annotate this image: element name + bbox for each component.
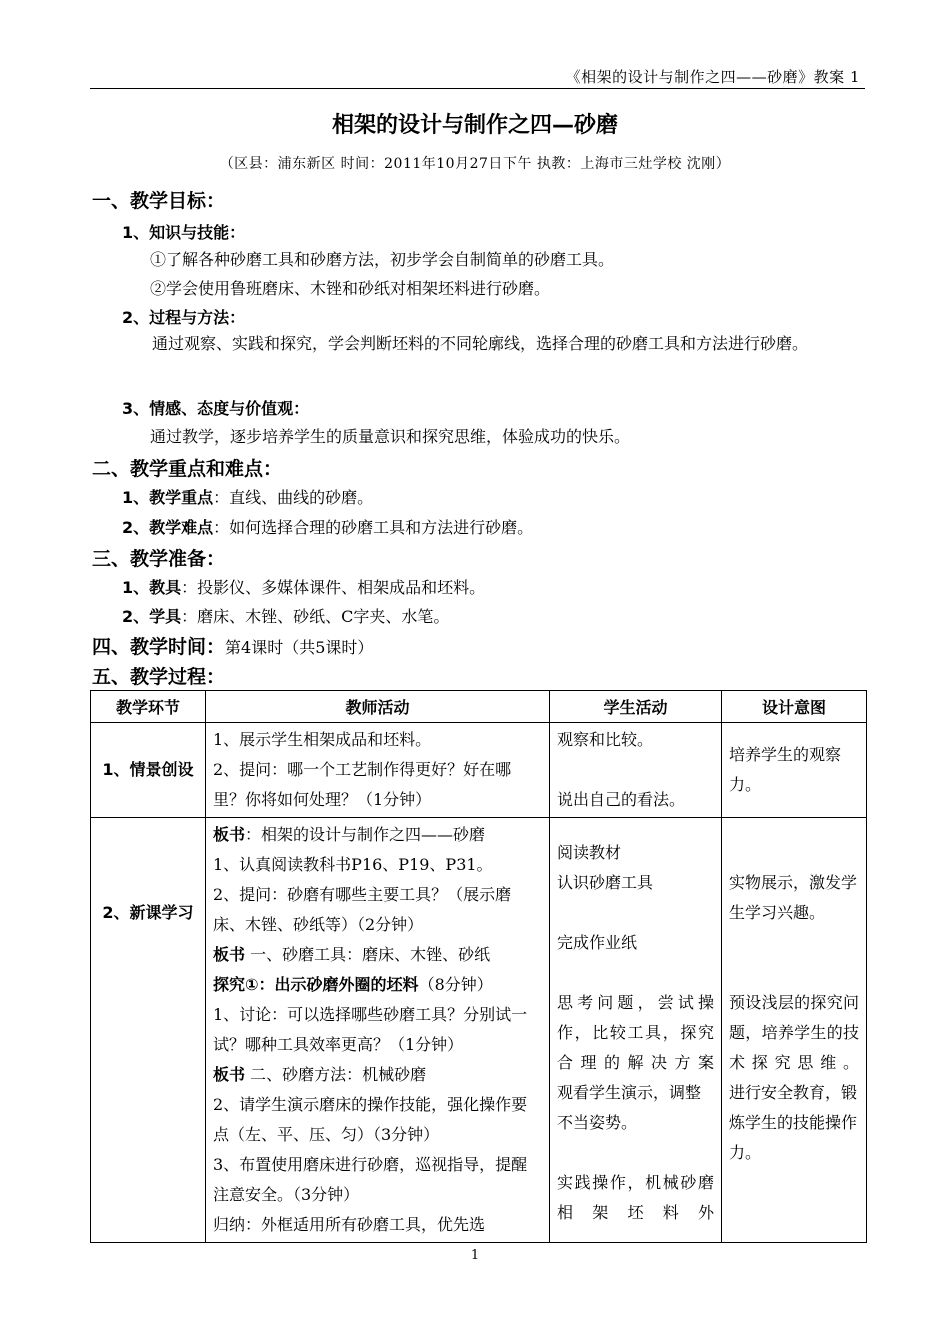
page-number: 1 xyxy=(470,1248,480,1263)
teacher-line: 1、认真阅读教科书P16、P19、P31。 xyxy=(213,855,493,874)
teacher-line: 1、展示学生相架成品和坯料。 xyxy=(213,730,432,749)
section-1-heading: 一、教学目标： xyxy=(92,190,226,212)
subsection-emotion-label: 3、情感、态度与价值观： xyxy=(122,399,310,418)
intent-line: 预设浅层的探究问题，培养学生的技术探究思维。 xyxy=(729,993,859,1072)
student-line: 认识砂磨工具 xyxy=(557,873,654,892)
teaching-aids-label: 1、教具 xyxy=(122,578,182,597)
teaching-aids-text: ：投影仪、多媒体课件、相架成品和坯料。 xyxy=(181,578,486,597)
student-line: 观看学生演示，调整不当姿势。 xyxy=(557,1083,702,1132)
student-line: 阅读教材 xyxy=(557,843,622,862)
spacer xyxy=(729,928,859,988)
student-line: 思考问题，尝试操作，比较工具，探究合理的解决方案 xyxy=(557,993,714,1072)
col-header-stage: 教学环节 xyxy=(91,691,206,723)
difficult-point-text: ：如何选择合理的砂磨工具和方法进行砂磨。 xyxy=(213,518,534,537)
intent-line: 实物展示，激发学生学习兴趣。 xyxy=(729,873,858,922)
process-table xyxy=(90,690,867,1243)
running-header: 《相架的设计与制作之四——砂磨》教案 1 xyxy=(565,68,860,86)
section-4-text: 第4课时（共5课时） xyxy=(225,638,374,657)
blackboard-label: 板书 xyxy=(213,1065,246,1084)
student-line: 实践操作，机械砂磨相架坯料外 xyxy=(557,1173,714,1222)
document-title: 相架的设计与制作之四—砂磨 xyxy=(331,113,618,138)
key-point-text: ：直线、曲线的砂磨。 xyxy=(213,488,374,507)
teacher-line: 归纳：外框适用所有砂磨工具，优先选 xyxy=(213,1215,486,1234)
teacher-line: 2、请学生演示磨床的操作技能，强化操作要点（左、平、压、匀）（3分钟） xyxy=(213,1095,528,1144)
header-rule xyxy=(90,88,865,89)
difficult-point-line xyxy=(122,515,533,538)
inquiry-label: 探究①：出示砂磨外圈的坯料 xyxy=(213,975,419,994)
spacer xyxy=(557,958,714,988)
knowledge-item-1: ①了解各种砂磨工具和砂磨方法，初步学会自制简单的砂磨工具。 xyxy=(150,250,615,269)
intent-cell xyxy=(722,818,867,1243)
col-header-teacher: 教师活动 xyxy=(206,691,550,723)
teacher-cell xyxy=(206,818,550,1243)
col-header-student: 学生活动 xyxy=(550,691,722,723)
teacher-line: 2、提问：哪一个工艺制作得更好？好在哪里？你将如何处理？（1分钟） xyxy=(213,760,512,809)
teacher-line: 3、布置使用磨床进行砂磨，巡视指导，提醒注意安全。（3分钟） xyxy=(213,1155,528,1204)
subsection-process-label: 2、过程与方法： xyxy=(122,308,246,327)
teacher-line: 1、讨论：可以选择哪些砂磨工具？分别试一试？哪种工具效率更高？（1分钟） xyxy=(213,1005,528,1054)
blackboard-text: 一、砂磨工具：磨床、木锉、砂纸 xyxy=(245,945,491,964)
student-line: 完成作业纸 xyxy=(557,933,638,952)
key-point-line xyxy=(122,485,373,508)
teacher-line xyxy=(213,820,542,850)
spacer xyxy=(557,755,714,785)
table-row xyxy=(91,818,867,1243)
learning-tools-text: ：磨床、木锉、砂纸、C字夹、水笔。 xyxy=(181,607,450,626)
emotion-text: 通过教学，逐步培养学生的质量意识和探究思维，体验成功的快乐。 xyxy=(150,427,631,446)
teacher-line xyxy=(213,940,542,970)
section-3-heading: 三、教学准备： xyxy=(92,548,226,570)
intent-line: 培养学生的观察力。 xyxy=(729,745,842,794)
section-4-heading xyxy=(92,632,373,659)
blackboard-label: 板书 xyxy=(213,945,246,964)
intent-cell xyxy=(722,723,867,818)
student-line: 观察和比较。 xyxy=(557,730,654,749)
student-line: 说出自己的看法。 xyxy=(557,790,686,809)
section-4-label: 四、教学时间： xyxy=(92,636,226,658)
section-2-heading: 二、教学重点和难点： xyxy=(92,458,283,480)
subsection-knowledge xyxy=(122,220,245,243)
table-row xyxy=(91,723,867,818)
inquiry-text: （8分钟） xyxy=(418,975,493,994)
intent-line: 进行安全教育，锻炼学生的技能操作力。 xyxy=(729,1083,858,1162)
table-header-row xyxy=(91,691,867,723)
student-cell xyxy=(550,723,722,818)
learning-tools-label: 2、学具 xyxy=(122,607,182,626)
teacher-line xyxy=(213,1060,542,1090)
col-header-intent: 设计意图 xyxy=(722,691,867,723)
stage-cell: 1、情景创设 xyxy=(91,723,206,818)
blackboard-label: 板书 xyxy=(213,825,246,844)
subsection-knowledge-label: 1、知识与技能： xyxy=(122,223,246,242)
teacher-cell xyxy=(206,723,550,818)
spacer xyxy=(557,898,714,928)
knowledge-item-2: ②学会使用鲁班磨床、木锉和砂纸对相架坯料进行砂磨。 xyxy=(150,279,551,298)
teacher-line: 2、提问：砂磨有哪些主要工具？（展示磨床、木锉、砂纸等）（2分钟） xyxy=(213,885,512,934)
teacher-line xyxy=(213,970,542,1000)
process-text: 通过观察、实践和探究，学会判断坯料的不同轮廓线，选择合理的砂磨工具和方法进行砂磨。 xyxy=(152,334,809,353)
learning-tools-line xyxy=(122,604,449,627)
difficult-point-label: 2、教学难点 xyxy=(122,518,214,537)
blackboard-text: ：相架的设计与制作之四——砂磨 xyxy=(245,825,486,844)
subsection-emotion xyxy=(122,396,309,419)
subsection-process xyxy=(122,305,245,328)
teaching-aids-line xyxy=(122,575,485,598)
spacer xyxy=(557,1138,714,1168)
section-5-heading: 五、教学过程： xyxy=(92,666,226,688)
document-meta: （区县：浦东新区 时间：2011年10月27日下午 执教：上海市三灶学校 沈刚） xyxy=(219,156,731,172)
blackboard-text: 二、砂磨方法：机械砂磨 xyxy=(245,1065,427,1084)
student-cell xyxy=(550,818,722,1243)
key-point-label: 1、教学重点 xyxy=(122,488,214,507)
stage-cell: 2、新课学习 xyxy=(91,818,206,1243)
